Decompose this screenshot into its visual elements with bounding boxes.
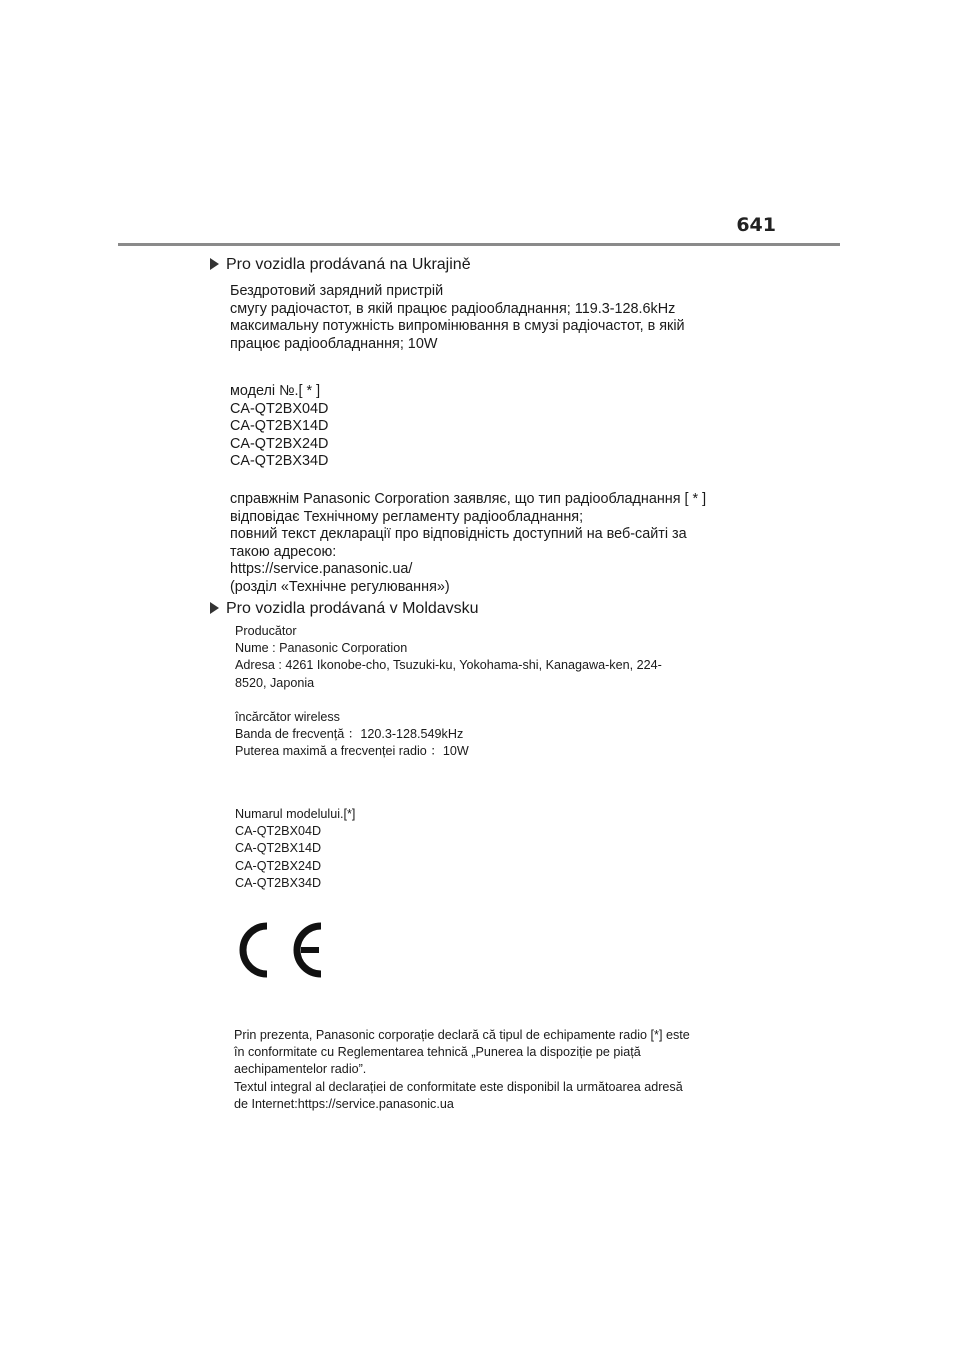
heading-moldova-text: Pro vozidla prodávaná v Moldavsku — [226, 600, 479, 617]
ukraine-spec-line: максимальну потужність випромінювання в смузі радіочастот, в якій — [230, 318, 685, 335]
moldova-model-line: CA-QT2BX24D — [235, 858, 322, 873]
ukraine-model-block — [230, 383, 328, 471]
ukraine-spec-line: працює радіообладнання; 10W — [230, 335, 438, 352]
moldova-declaration-block — [234, 1027, 690, 1113]
moldova-declaration-line: Textul integral al declarației de conformitate este disponibil la următoarea adresă — [234, 1079, 683, 1094]
header-rule — [118, 243, 840, 246]
moldova-producer-line: Nume : Panasonic Corporation — [235, 641, 408, 656]
moldova-charger-line: încărcător wireless — [235, 710, 340, 724]
moldova-charger-line: Banda de frecvență ：120.3-128.549kHz — [235, 727, 464, 742]
moldova-producer-line: Producător — [235, 624, 297, 638]
moldova-declaration-line: de Internet:https://service.panasonic.ua — [234, 1096, 454, 1111]
moldova-charger-block — [235, 709, 469, 761]
triangle-bullet-icon — [210, 602, 219, 614]
moldova-model-line: CA-QT2BX04D — [235, 824, 322, 839]
ukraine-model-line: моделі №.[ * ] — [230, 383, 321, 399]
heading-moldova — [210, 600, 479, 618]
moldova-model-line: Numarul modelului.[*] — [235, 807, 356, 821]
ukraine-declaration-line: справжнім Panasonic Corporation заявляє, що тип радіообладнання [ * ] — [230, 491, 707, 507]
moldova-declaration-line: în conformitate cu Reglementarea tehnică „Punerea la dispoziție pe piață — [234, 1045, 641, 1060]
ukraine-declaration-line: такою адресою: — [230, 543, 337, 560]
ukraine-model-line: CA-QT2BX24D — [230, 435, 329, 452]
ce-mark-logo — [237, 920, 323, 980]
ukraine-spec-block — [230, 283, 685, 353]
page-number: 641 — [736, 214, 776, 236]
ukraine-model-line: CA-QT2BX14D — [230, 418, 329, 435]
moldova-declaration-line: Prin prezenta, Panasonic corporație declară că tipul de echipamente radio [*] este — [234, 1028, 690, 1042]
heading-ukraine-text: Pro vozidla prodávaná na Ukrajině — [226, 256, 471, 273]
triangle-bullet-icon — [210, 258, 219, 270]
heading-ukraine — [210, 256, 471, 274]
ce-mark-c — [243, 926, 267, 974]
moldova-model-line: CA-QT2BX14D — [235, 841, 322, 856]
moldova-producer-line: 8520, Japonia — [235, 675, 315, 690]
moldova-charger-line: Puterea maximă a frecvenței radio ：10W — [235, 744, 469, 759]
moldova-model-line: CA-QT2BX34D — [235, 875, 322, 890]
moldova-declaration-line: aechipamentelor radio”. — [234, 1062, 367, 1077]
ukraine-url: https://service.panasonic.ua/ — [230, 561, 413, 578]
moldova-producer-block — [235, 623, 662, 692]
ukraine-model-line: CA-QT2BX04D — [230, 400, 329, 417]
ukraine-declaration-line: (розділ «Технічне регулювання») — [230, 578, 450, 595]
moldova-model-block — [235, 806, 355, 892]
moldova-producer-line: Adresa : 4261 Ikonobe-cho, Tsuzuki-ku, Yokohama-shi, Kanagawa-ken, 224- — [235, 658, 662, 673]
ukraine-declaration-block — [230, 491, 706, 597]
ukraine-declaration-line: відповідає Технічному регламенту радіообладнання; — [230, 508, 584, 525]
ukraine-spec-line: Бездротовий зарядний пристрій — [230, 283, 444, 299]
ukraine-declaration-line: повний текст декларації про відповідність доступний на веб-сайті за — [230, 526, 687, 543]
ukraine-model-line: CA-QT2BX34D — [230, 453, 329, 470]
ukraine-spec-line: смугу радіочастот, в якій працює радіообладнання; 119.3-128.6kHz — [230, 300, 676, 317]
